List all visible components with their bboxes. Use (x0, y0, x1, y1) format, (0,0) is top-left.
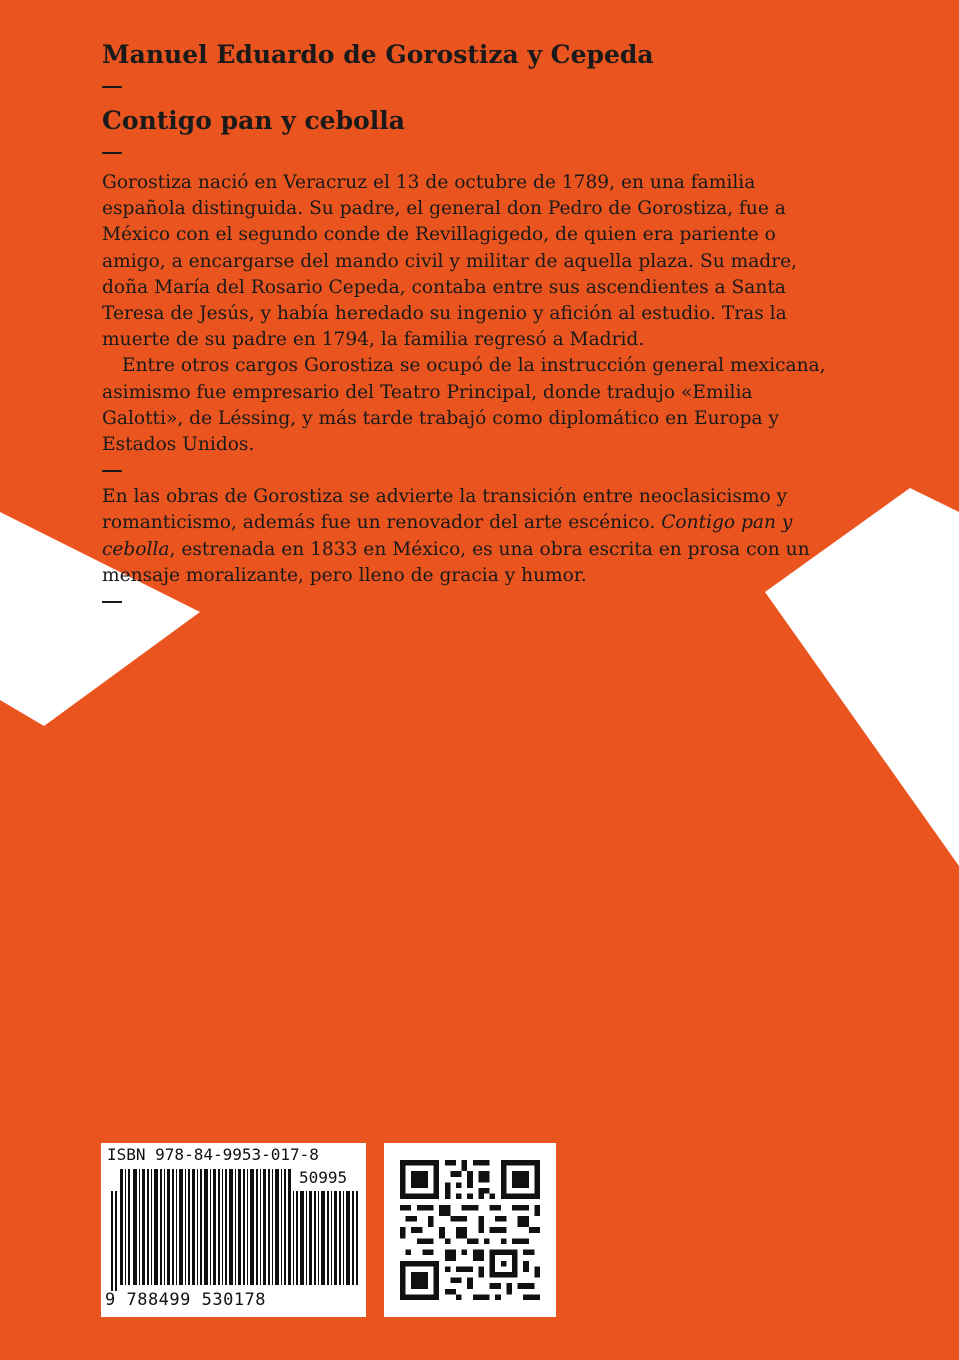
work-title-italic: Contigo pan y cebolla (102, 512, 793, 560)
divider-dash (102, 470, 122, 472)
bio-paragraph-1: Gorostiza nació en Veracruz el 13 de octubre de 1789, en una familia española distinguida. Su padre, el general don Pedro de Gorostiza, fue a México con el segundo conde de Revillagigedo, de quien era pariente o amigo, a encargarse del mando civil y militar de aquella plaza. Su madre, doña María del Rosario Cepeda, contaba entre sus ascendientes a Santa Teresa de Jesús, y había heredado su ingenio y afición al estudio. Tras la muerte de su padre en 1794, la familia regresó a Madrid. (102, 172, 798, 351)
isbn-barcode (101, 1143, 366, 1317)
author-name: Manuel Eduardo de Gorostiza y Cepeda (102, 40, 654, 69)
qr-code (384, 1143, 556, 1317)
work-paragraph-start: En las obras de Gorostiza se advierte la transición entre neoclasicismo y romanticismo, además fue un renovador del arte escénico. (102, 486, 788, 534)
ean-digits: 9 788499 530178 (105, 1290, 267, 1310)
price-code: 50995 (299, 1168, 348, 1187)
isbn-label: ISBN 978-84-9953-017-8 (107, 1145, 319, 1164)
barcode-icon (111, 1169, 361, 1291)
divider-dash (102, 152, 122, 154)
bio-paragraph-2: Entre otros cargos Gorostiza se ocupó de la instrucción general mexicana, asimismo fue empresario del Teatro Principal, donde tradujo «Emilia Galotti», de Léssing, y más tarde trabajó como diplomático en Europa y Estados Unidos. (102, 355, 826, 456)
divider-dash (102, 601, 122, 603)
divider-dash (102, 86, 122, 88)
work-paragraph-end: , estrenada en 1833 en México, es una obra escrita en prosa con un mensaje moralizante, pero lleno de gracia y humor. (102, 538, 810, 586)
qr-code-icon (400, 1160, 540, 1300)
work-paragraph (102, 484, 832, 589)
book-title: Contigo pan y cebolla (102, 106, 405, 135)
back-cover-text (102, 38, 832, 615)
